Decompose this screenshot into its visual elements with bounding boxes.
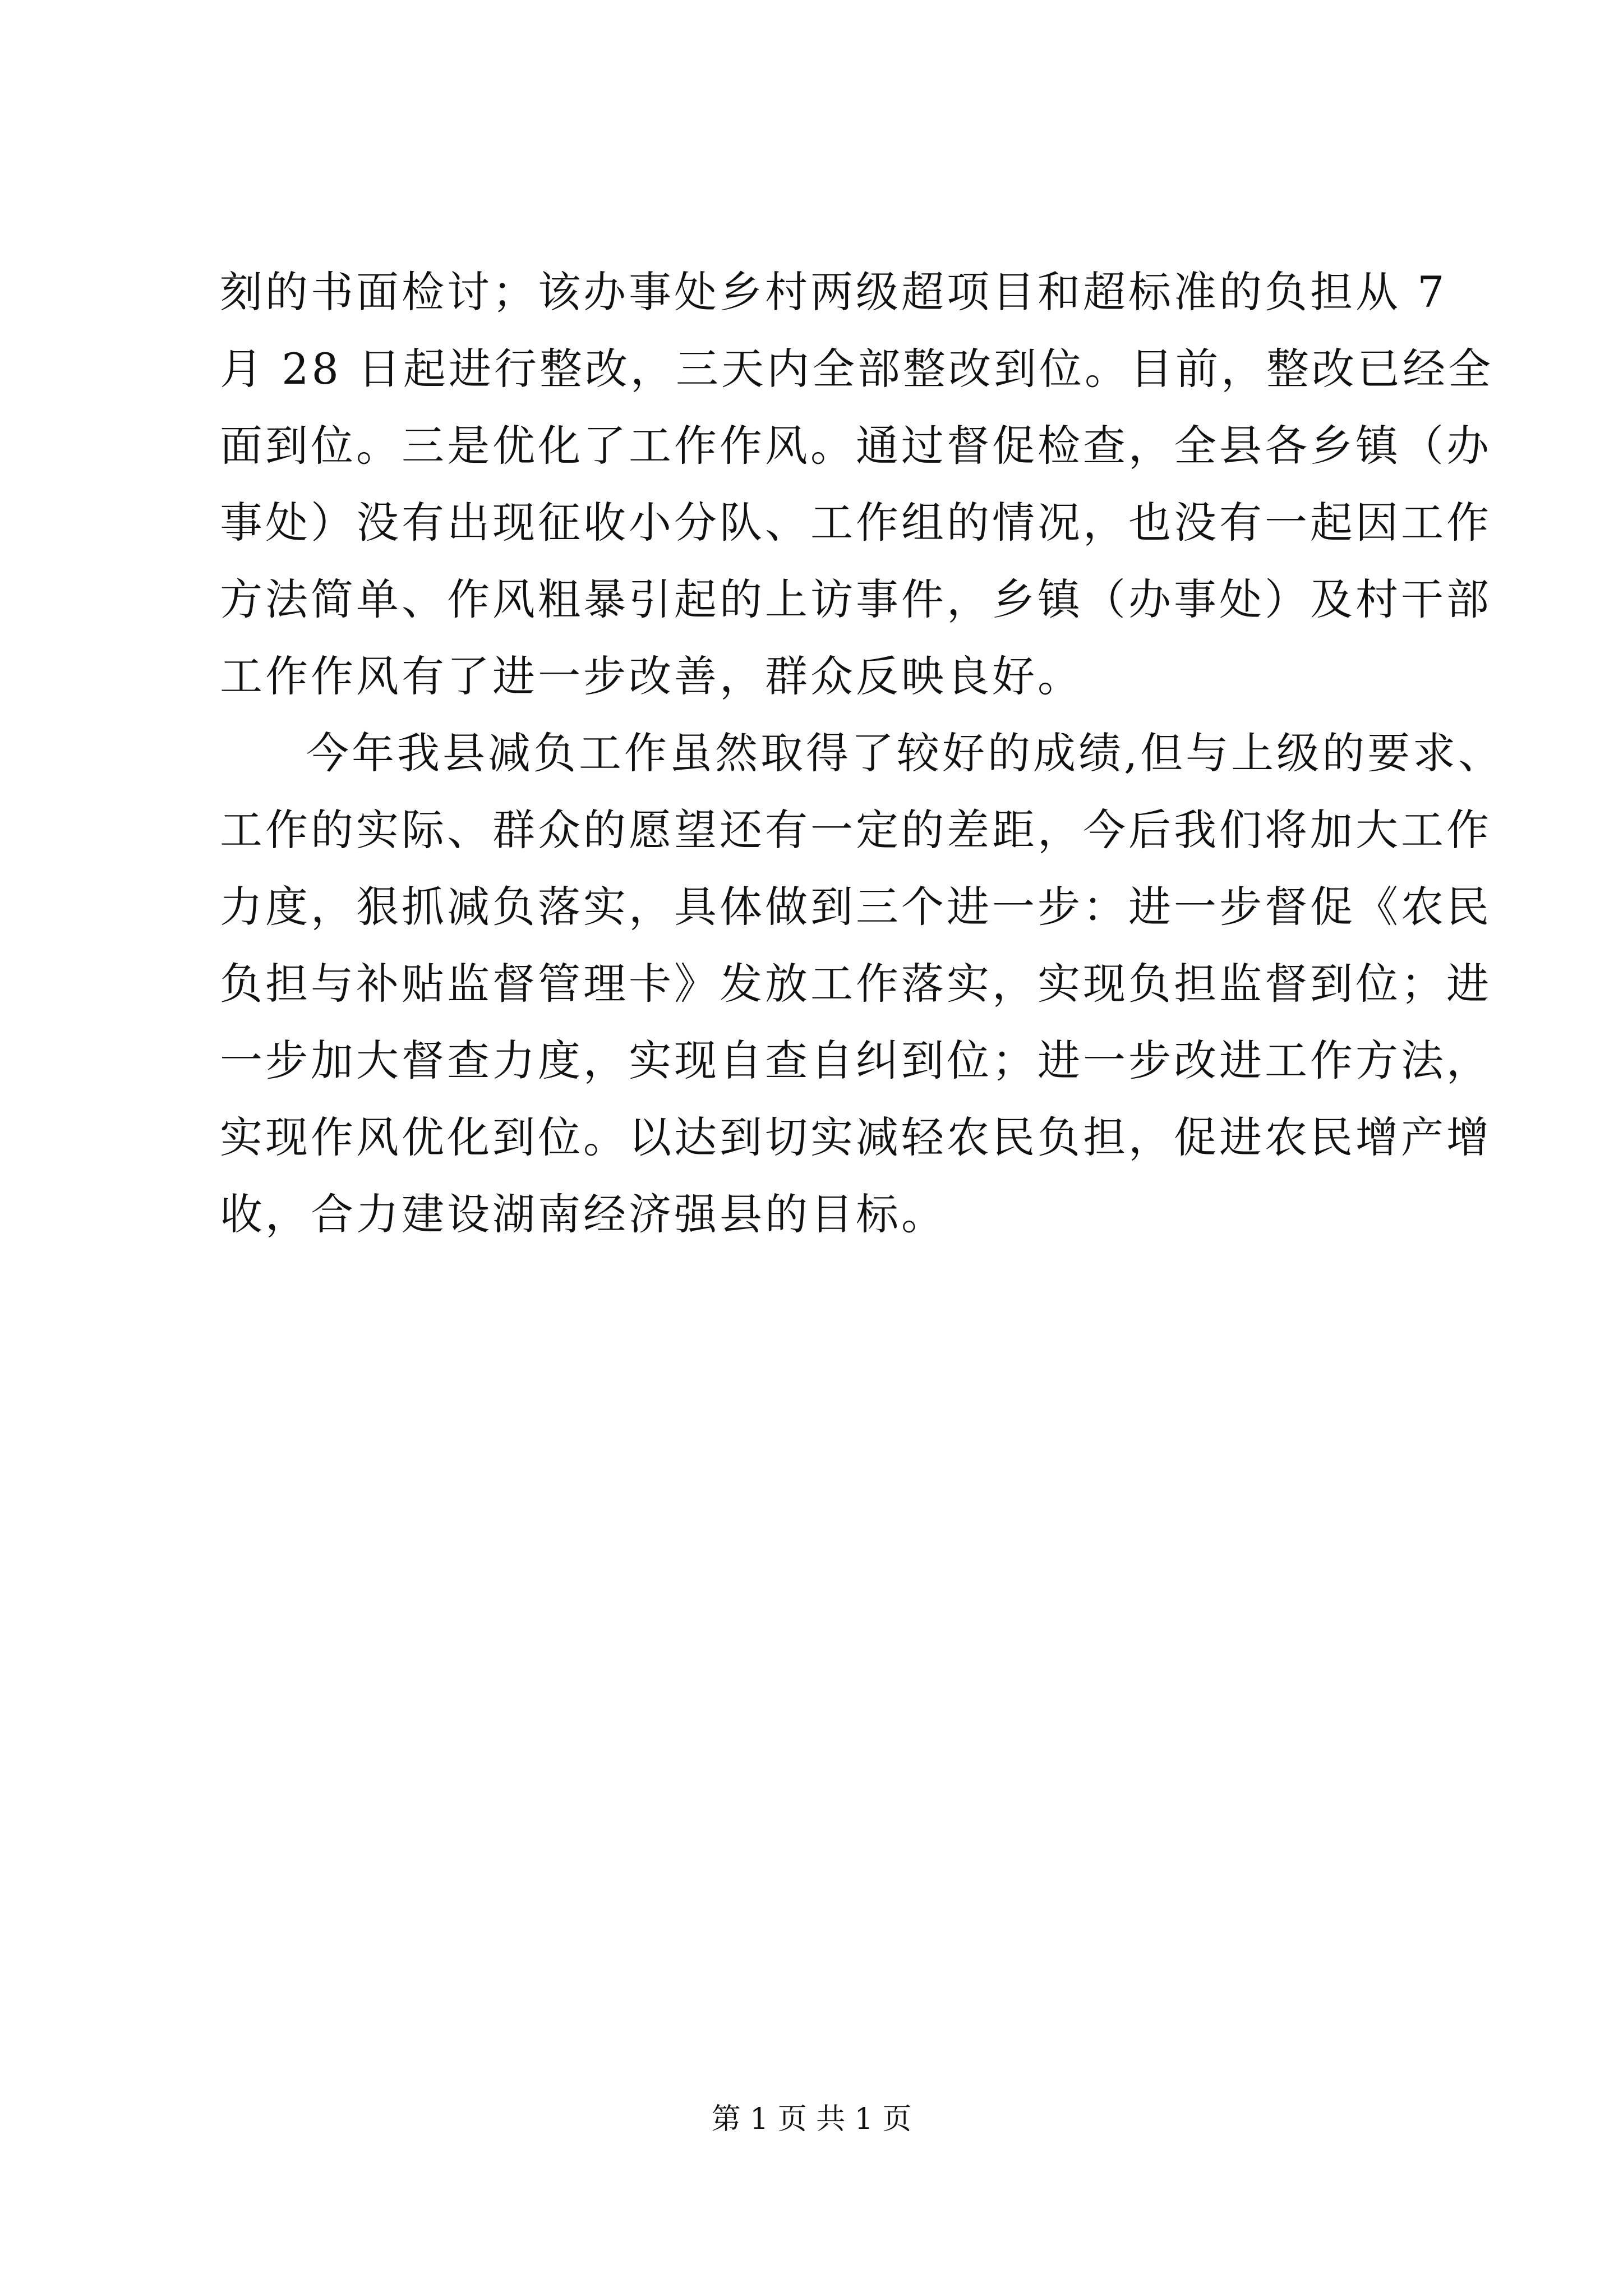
paragraph-line: 刻的书面检讨；该办事处乡村两级超项目和超标准的负担从 7 (220, 267, 1447, 317)
paragraph-1 (220, 254, 1494, 715)
paragraph-line: 收，合力建设湖南经济强县的目标。 (220, 1189, 947, 1239)
paragraph-line: 面到位。三是优化了工作作风。通过督促检查，全县各乡镇（办 (220, 421, 1492, 471)
document-body (220, 254, 1504, 1253)
paragraph-2 (220, 715, 1504, 1253)
paragraph-line: 月 28 日起进行整改，三天内全部整改到位。目前，整改已经全 (220, 344, 1494, 394)
paragraph-line: 力度，狠抓减负落实，具体做到三个进一步：进一步督促《农民 (220, 882, 1492, 932)
paragraph-line: 一步加大督查力度，实现自查自纠到位；进一步改进工作方法， (220, 1036, 1492, 1085)
page-number-footer: 第 1 页 共 1 页 (711, 2102, 912, 2136)
paragraph-line: 工作作风有了进一步改善，群众反映良好。 (220, 651, 1083, 701)
paragraph-line: 工作的实际、群众的愿望还有一定的差距，今后我们将加大工作 (220, 805, 1492, 855)
paragraph-line: 事处）没有出现征收小分队、工作组的情况，也没有一起因工作 (220, 498, 1492, 547)
paragraph-line: 方法简单、作风粗暴引起的上访事件，乡镇（办事处）及村干部 (220, 574, 1492, 624)
paragraph-line: 负担与补贴监督管理卡》发放工作落实，实现负担监督到位；进 (220, 959, 1492, 1009)
paragraph-line: 实现作风优化到位。以达到切实减轻农民负担，促进农民增产增 (220, 1112, 1492, 1162)
paragraph-line: 今年我县减负工作虽然取得了较好的成绩,但与上级的要求、 (306, 728, 1504, 778)
